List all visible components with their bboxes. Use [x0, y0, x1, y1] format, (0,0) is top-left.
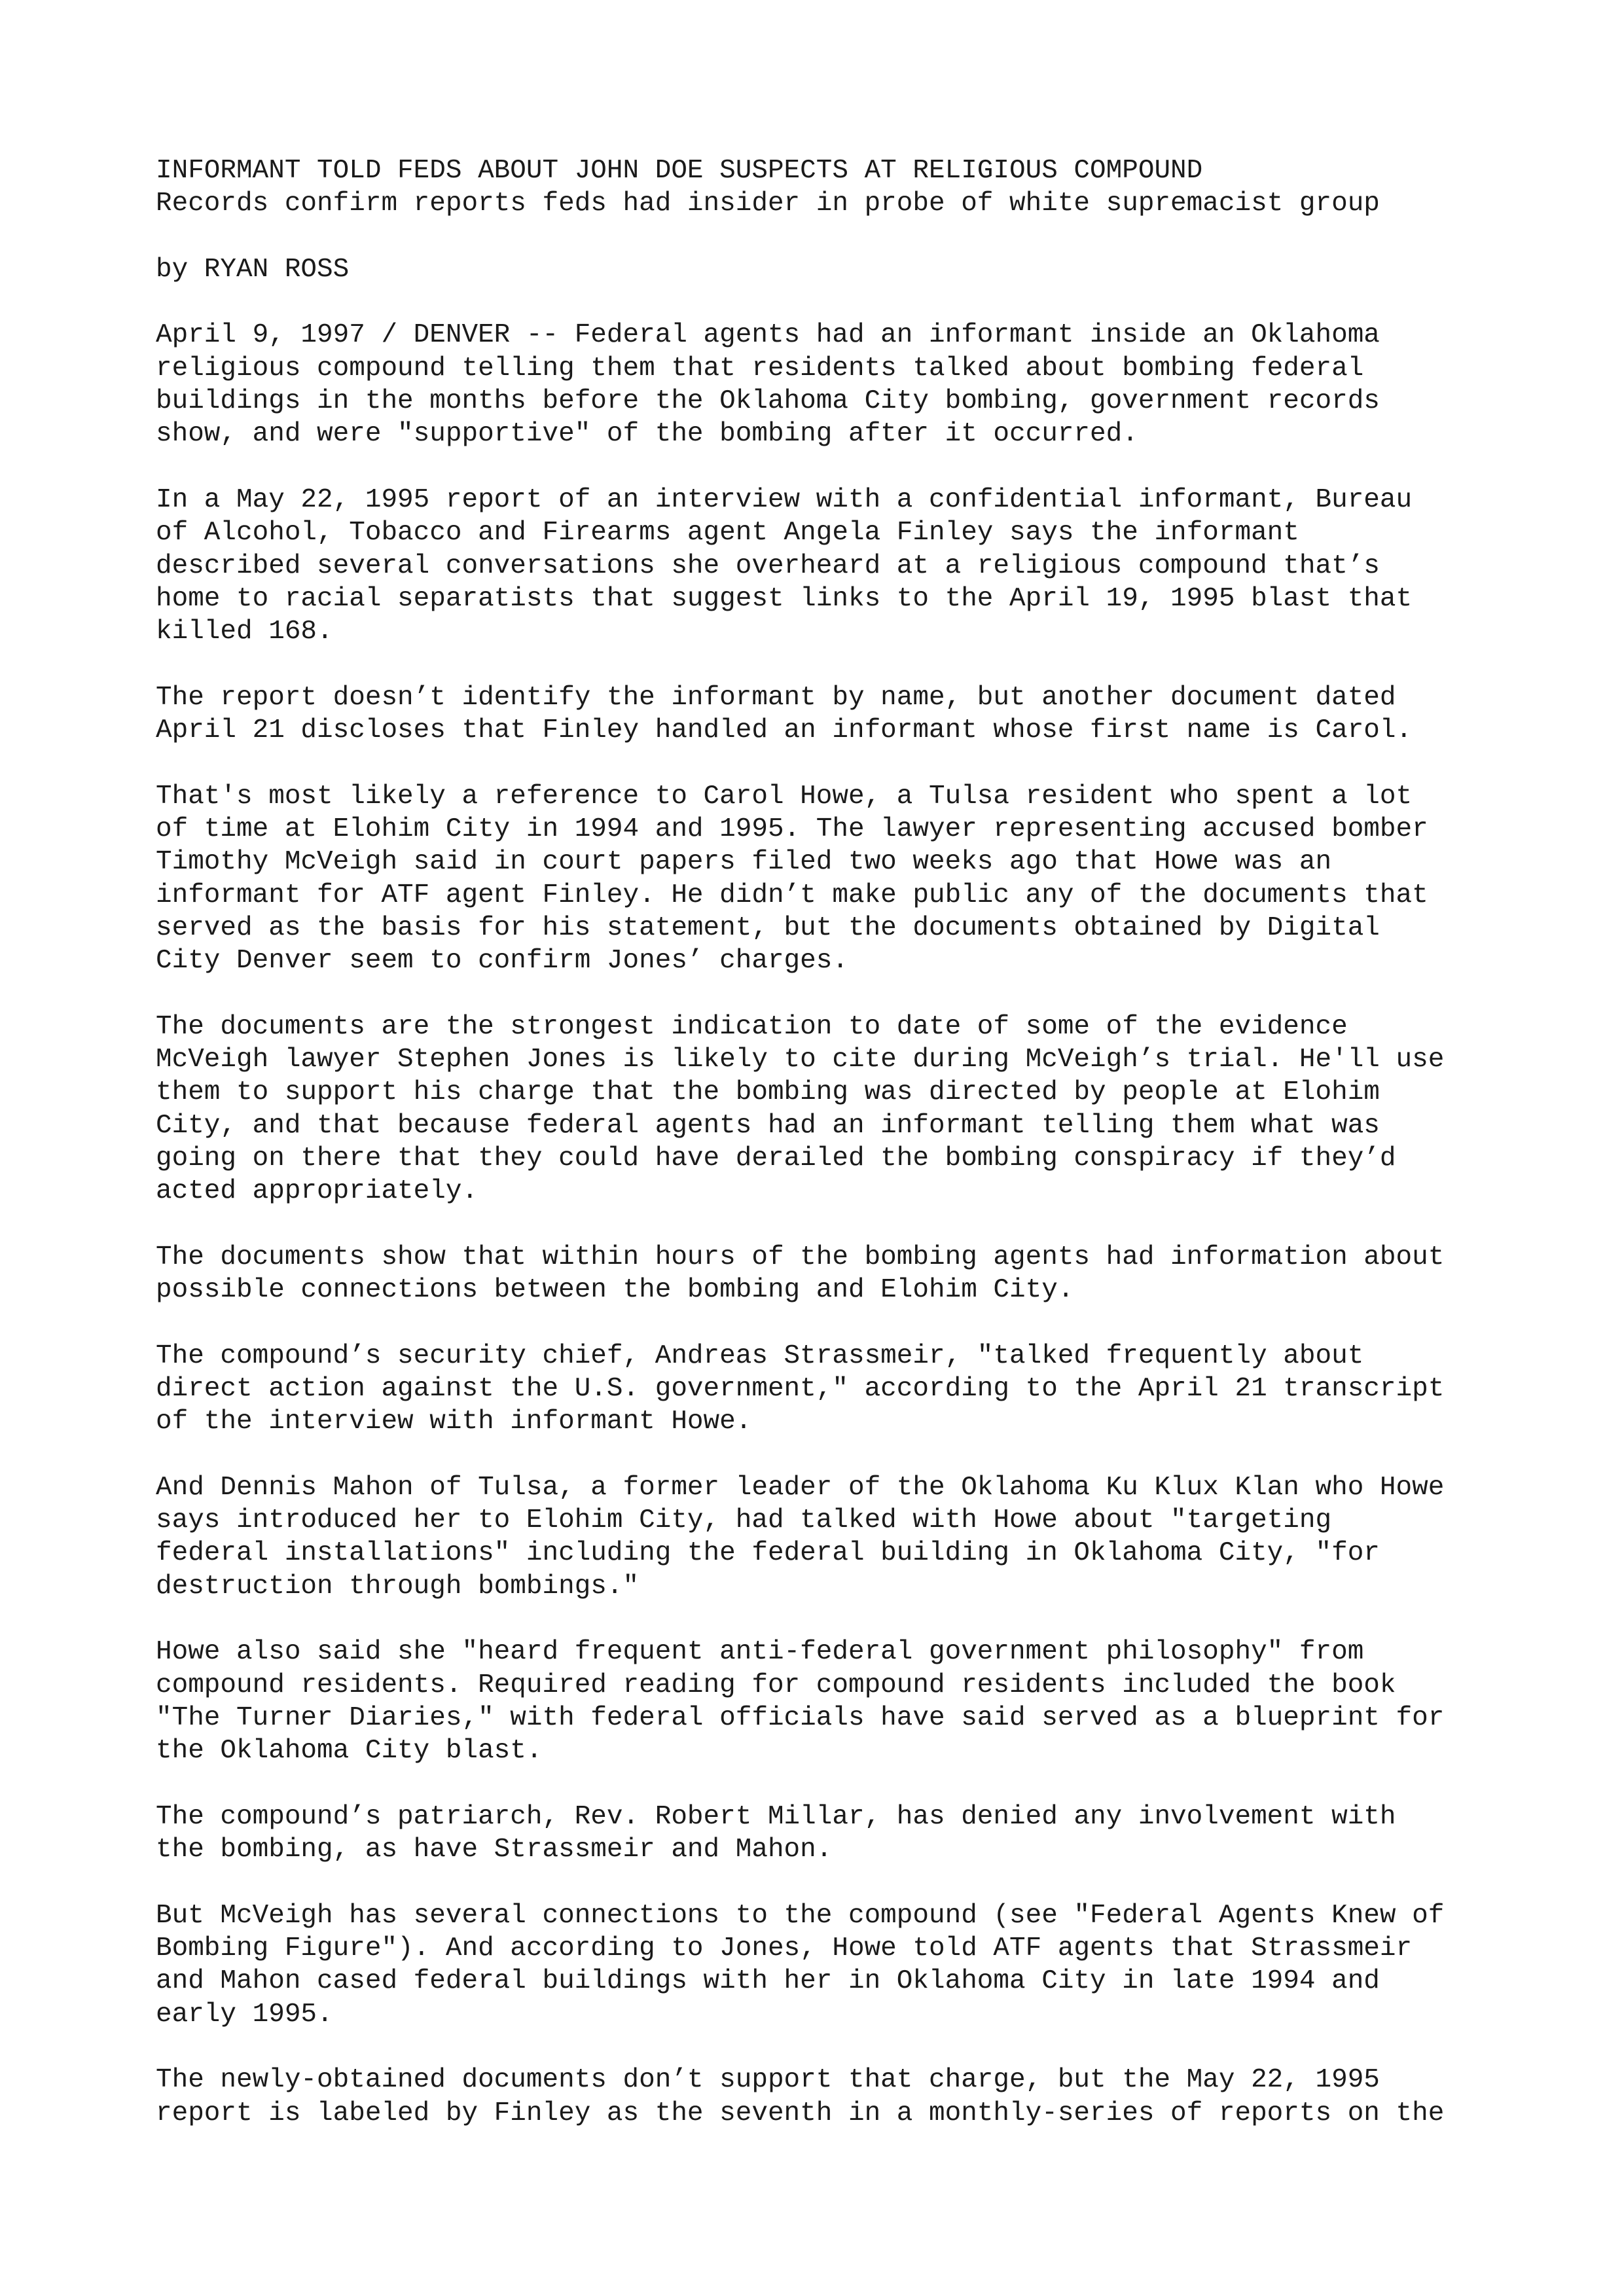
text-line: acted appropriately.	[156, 1176, 478, 1207]
text-line: killed 168.	[156, 617, 333, 647]
paragraph	[156, 1471, 1537, 1603]
text-line: The newly-obtained documents don’t support that charge, but the May 22, 1995	[156, 2065, 1380, 2096]
paragraph	[156, 780, 1537, 978]
byline: by RYAN ROSS	[156, 254, 350, 285]
text-line: report is labeled by Finley as the seventh in a monthly-series of reports on the	[156, 2098, 1445, 2128]
text-line: The documents are the strongest indication to date of some of the evidence	[156, 1011, 1348, 1042]
text-line: described several conversations she overheard at a religious compound that’s	[156, 550, 1380, 581]
text-line: Bombing Figure"). And according to Jones, Howe told ATF agents that Strassmeir	[156, 1933, 1413, 1964]
text-line: and Mahon cased federal buildings with her in Oklahoma City in late 1994 and	[156, 1966, 1380, 1997]
text-line: federal installations" including the federal building in Oklahoma City, "for	[156, 1538, 1380, 1569]
text-line: early 1995.	[156, 1999, 333, 2030]
text-line: That's most likely a reference to Carol Howe, a Tulsa resident who spent a lot	[156, 781, 1413, 812]
text-line: of time at Elohim City in 1994 and 1995. The lawyer representing accused bomber	[156, 814, 1428, 844]
paragraph	[156, 484, 1537, 648]
text-line: buildings in the months before the Oklahoma City bombing, government records	[156, 386, 1380, 417]
text-line: The documents show that within hours of the bombing agents had information about	[156, 1242, 1445, 1272]
text-line: April 9, 1997 / DENVER -- Federal agents had an informant inside an Oklahoma	[156, 320, 1380, 351]
paragraph	[156, 1801, 1537, 1867]
text-line: And Dennis Mahon of Tulsa, a former leader of the Oklahoma Ku Klux Klan who Howe	[156, 1472, 1445, 1503]
text-line: says introduced her to Elohim City, had talked with Howe about "targeting	[156, 1505, 1332, 1536]
text-line: The compound’s security chief, Andreas Strassmeir, "talked frequently about	[156, 1340, 1364, 1371]
text-line: destruction through bombings."	[156, 1571, 640, 1602]
text-line: served as the basis for his statement, but the documents obtained by Digital	[156, 912, 1380, 943]
text-line: going on there that they could have derailed the bombing conspiracy if they’d	[156, 1143, 1396, 1174]
text-line: the Oklahoma City blast.	[156, 1736, 543, 1767]
text-line: Howe also said she "heard frequent anti-federal government philosophy" from	[156, 1637, 1364, 1668]
byline-block	[156, 253, 1537, 286]
text-line: The report doesn’t identify the informant by name, but another document dated	[156, 682, 1396, 713]
document-page	[156, 154, 1537, 2162]
text-line: of Alcohol, Tobacco and Firearms agent Angela Finley says the informant	[156, 518, 1299, 548]
text-line: McVeigh lawyer Stephen Jones is likely to cite during McVeigh’s trial. He'll use	[156, 1045, 1445, 1075]
text-line: religious compound telling them that residents talked about bombing federal	[156, 353, 1364, 384]
paragraph	[156, 1899, 1537, 2031]
text-line: home to racial separatists that suggest links to the April 19, 1995 blast that	[156, 583, 1413, 614]
subheadline: Records confirm reports feds had insider in probe of white supremacist group	[156, 188, 1380, 219]
paragraph	[156, 1340, 1537, 1439]
text-line: City Denver seem to confirm Jones’ charges.	[156, 946, 848, 977]
headline: INFORMANT TOLD FEDS ABOUT JOHN DOE SUSPECTS AT RELIGIOUS COMPOUND	[156, 156, 1203, 186]
text-line: Timothy McVeigh said in court papers filed two weeks ago that Howe was an	[156, 847, 1332, 878]
text-line: "The Turner Diaries," with federal officials have said served as a blueprint for	[156, 1702, 1445, 1733]
paragraph	[156, 2064, 1537, 2130]
text-line: In a May 22, 1995 report of an interview with a confidential informant, Bureau	[156, 484, 1413, 515]
text-line: April 21 discloses that Finley handled an informant whose first name is Carol.	[156, 715, 1413, 746]
article-body	[156, 319, 1537, 2129]
text-line: informant for ATF agent Finley. He didn’t make public any of the documents that	[156, 880, 1428, 910]
text-line: of the interview with informant Howe.	[156, 1407, 752, 1437]
text-line: compound residents. Required reading for compound residents included the book	[156, 1670, 1396, 1700]
text-line: show, and were "supportive" of the bombing after it occurred.	[156, 419, 1138, 450]
text-line: City, and that because federal agents had an informant telling them what was	[156, 1110, 1380, 1141]
paragraph	[156, 319, 1537, 450]
article-header	[156, 154, 1537, 221]
paragraph	[156, 681, 1537, 747]
paragraph	[156, 1011, 1537, 1208]
paragraph	[156, 1636, 1537, 1767]
text-line: direct action against the U.S. government," according to the April 21 transcript	[156, 1373, 1445, 1404]
text-line: The compound’s patriarch, Rev. Robert Millar, has denied any involvement with	[156, 1801, 1396, 1832]
text-line: possible connections between the bombing and Elohim City.	[156, 1275, 1074, 1306]
text-line: But McVeigh has several connections to the compound (see "Federal Agents Knew of	[156, 1900, 1445, 1931]
text-line: them to support his charge that the bombing was directed by people at Elohim	[156, 1077, 1380, 1108]
text-line: the bombing, as have Strassmeir and Mahon.	[156, 1835, 833, 1865]
paragraph	[156, 1241, 1537, 1307]
